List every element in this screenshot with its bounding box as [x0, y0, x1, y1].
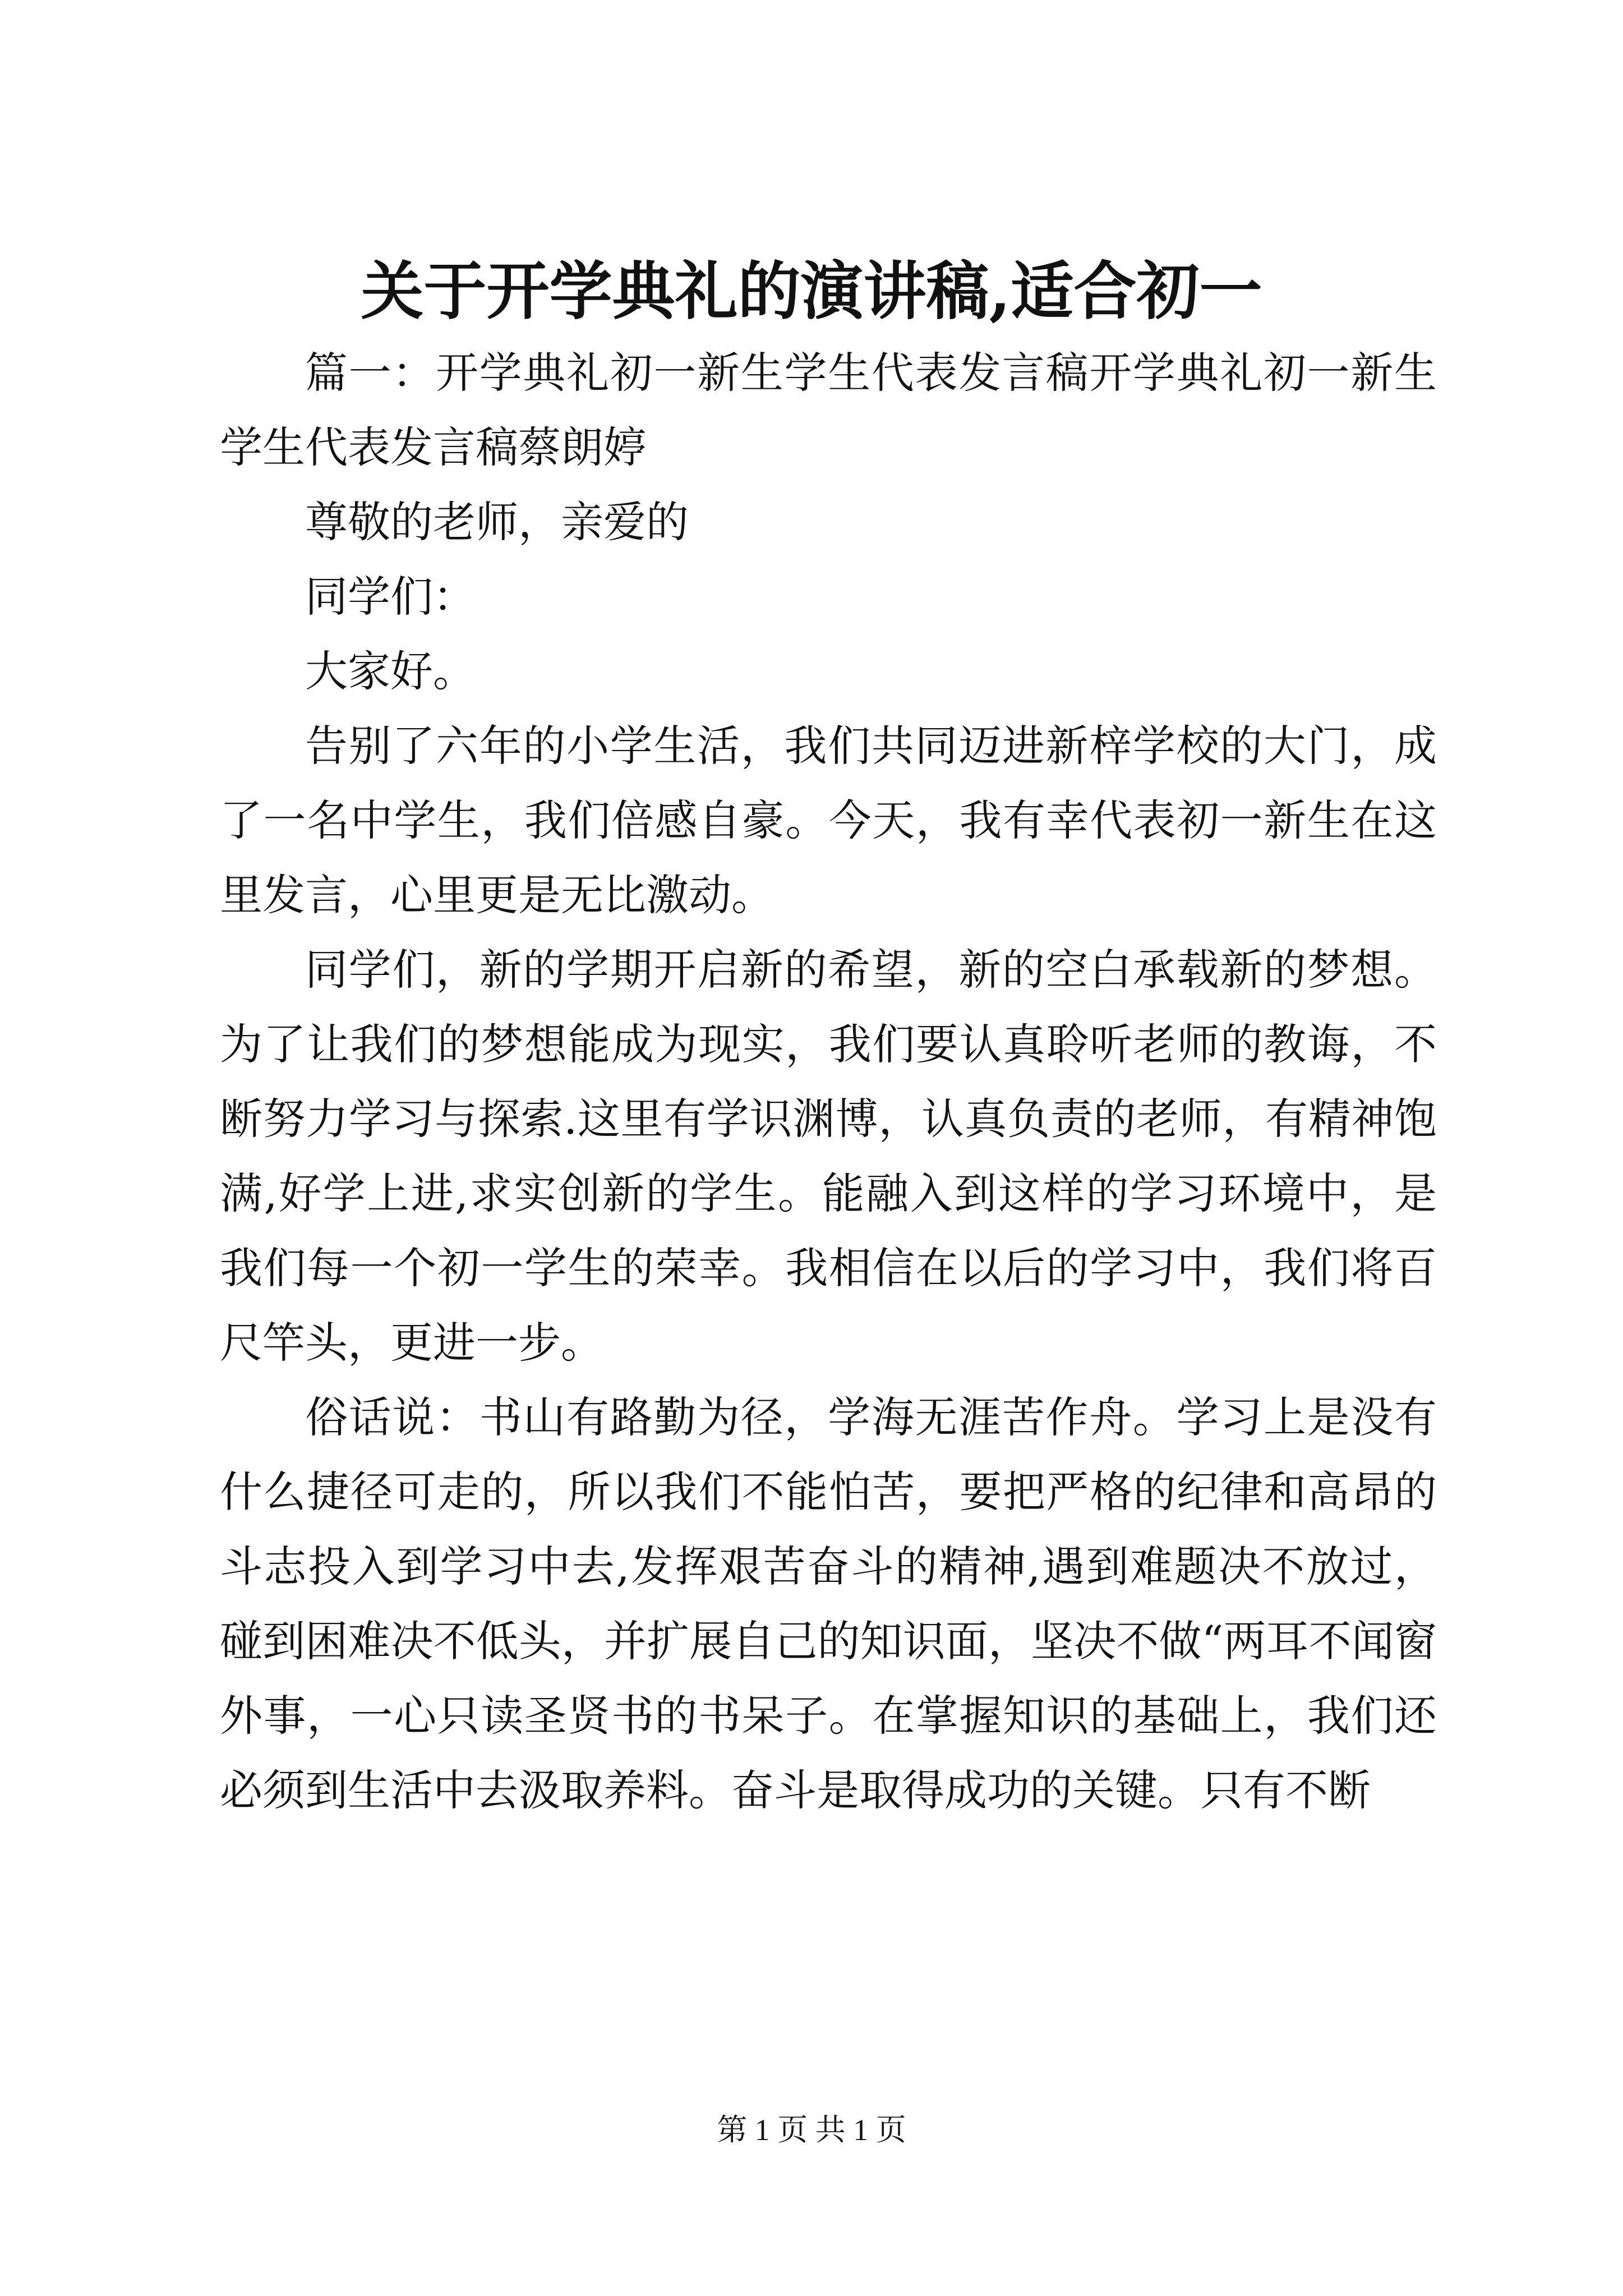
paragraph-6: 同学们，新的学期开启新的希望，新的空白承载新的梦想。为了让我们的梦想能成为现实，我们要认真聆听老师的教诲，不断努力学习与探索.这里有学识渊博，认真负责的老师，有精神饱满,好学上进,求实创新的学生。能融入到这样的学习环境中，是我们每一个初一学生的荣幸。我相信在以后的学习中，我们将百尺竿头，更进一步。 [220, 945, 1437, 1368]
paragraph-4: 大家好。 [305, 646, 476, 696]
paragraph-1: 篇一：开学典礼初一新生学生代表发言稿开学典礼初一新生学生代表发言稿蔡朗婷 [220, 348, 1437, 472]
page-footer: 第 1 页 共 1 页 [717, 2113, 906, 2147]
paragraph-2: 尊敬的老师，亲爱的 [305, 497, 689, 547]
paragraph-3: 同学们： [305, 572, 476, 622]
document-title: 关于开学典礼的演讲稿,适合初一 [361, 255, 1262, 328]
document-body [220, 335, 1437, 1828]
paragraph-5: 告别了六年的小学生活，我们共同迈进新梓学校的大门，成了一名中学生，我们倍感自豪。今天，我有幸代表初一新生在这里发言，心里更是无比激动。 [220, 721, 1437, 920]
paragraph-7: 俗话说：书山有路勤为径，学海无涯苦作舟。学习上是没有什么捷径可走的，所以我们不能怕苦，要把严格的纪律和高昂的斗志投入到学习中去,发挥艰苦奋斗的精神,遇到难题决不放过，碰到困难决不低头，并扩展自己的知识面，坚决不做“两耳不闻窗外事，一心只读圣贤书的书呆子。在掌握知识的基础上，我们还必须到生活中去汲取养料。奋斗是取得成功的关键。只有不断 [220, 1392, 1437, 1815]
